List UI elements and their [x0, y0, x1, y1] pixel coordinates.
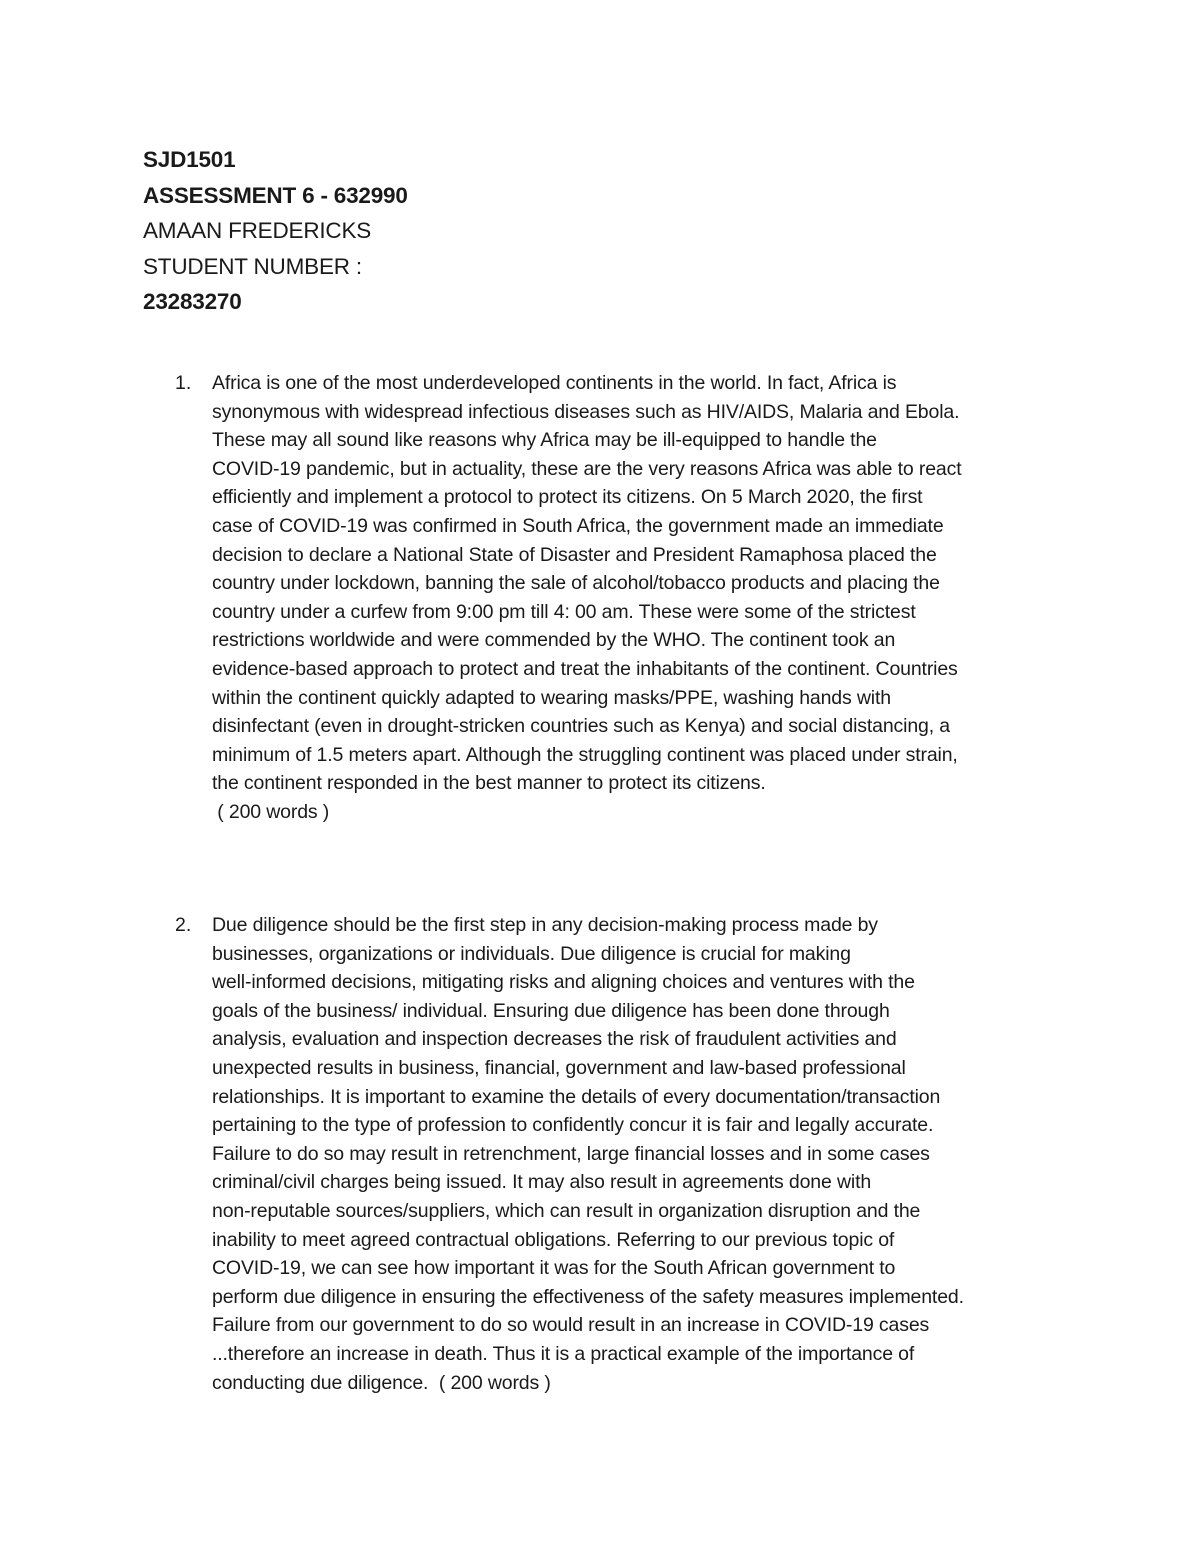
student-number-label: STUDENT NUMBER :: [143, 253, 362, 279]
text-line: COVID-19, we can see how important it was for the South African government to: [212, 1257, 896, 1280]
text-line: ...therefore an increase in death. Thus it is a practical example of the importance of: [212, 1342, 915, 1365]
text-line: the continent responded in the best manner to protect its citizens.: [212, 772, 766, 795]
text-line: decision to declare a National State of Disaster and President Ramaphosa placed the: [212, 543, 937, 566]
assessment-title: ASSESSMENT 6 - 632990: [143, 182, 408, 208]
text-line: goals of the business/ individual. Ensuring due diligence has been done through: [212, 999, 890, 1022]
text-line: Due diligence should be the first step in any decision-making process made by: [212, 914, 878, 936]
text-line: efficiently and implement a protocol to protect its citizens. On 5 March 2020, the first: [212, 486, 923, 509]
answer-text: [212, 369, 1073, 827]
text-line: These may all sound like reasons why Africa may be ill-equipped to handle the: [212, 429, 877, 452]
question-number: 1.: [175, 372, 192, 394]
text-line: within the continent quickly adapted to wearing masks/PPE, washing hands with: [212, 686, 891, 709]
word-count: ( 200 words ): [212, 800, 330, 823]
list-item: [143, 369, 1073, 827]
text-line: businesses, organizations or individuals. Due diligence is crucial for making: [212, 942, 851, 965]
document-header: [143, 142, 1043, 320]
question-1: [143, 369, 1073, 827]
text-line: restrictions worldwide and were commended by the WHO. The continent took an: [212, 629, 896, 652]
text-line: non-reputable sources/suppliers, which can result in organization disruption and the: [212, 1199, 921, 1222]
question-number: 2.: [175, 914, 192, 936]
text-line: country under lockdown, banning the sale of alcohol/tobacco products and placing the: [212, 572, 940, 595]
student-name: AMAAN FREDERICKS: [143, 218, 372, 243]
text-line: Failure to do so may result in retrenchment, large financial losses and in some cases: [212, 1142, 930, 1165]
text-line: unexpected results in business, financial, government and law-based professional: [212, 1056, 906, 1079]
list-item: [143, 911, 1073, 1397]
text-line: minimum of 1.5 meters apart. Although the struggling continent was placed under strain,: [212, 743, 958, 766]
text-line: conducting due diligence. ( 200 words ): [212, 1371, 551, 1394]
text-line: inability to meet agreed contractual obligations. Referring to our previous topic of: [212, 1228, 895, 1251]
text-line: analysis, evaluation and inspection decreases the risk of fraudulent activities and: [212, 1028, 897, 1051]
text-line: synonymous with widespread infectious diseases such as HIV/AIDS, Malaria and Ebola.: [212, 400, 960, 423]
text-line: case of COVID-19 was confirmed in South Africa, the government made an immediate: [212, 514, 944, 537]
student-number: 23283270: [143, 289, 242, 314]
text-line: well-informed decisions, mitigating risks and aligning choices and ventures with the: [212, 971, 915, 994]
text-line: Failure from our government to do so would result in an increase in COVID-19 cases: [212, 1314, 930, 1337]
question-2: [143, 911, 1073, 1397]
answer-text: [212, 911, 1073, 1397]
text-line: relationships. It is important to examine the details of every documentation/transaction: [212, 1085, 941, 1108]
text-line: COVID-19 pandemic, but in actuality, these are the very reasons Africa was able to react: [212, 457, 962, 480]
course-code: SJD1501: [143, 147, 236, 172]
text-line: Africa is one of the most underdeveloped continents in the world. In fact, Africa is: [212, 372, 897, 394]
text-line: pertaining to the type of profession to confidently concur it is fair and legally accurate.: [212, 1114, 934, 1137]
text-line: perform due diligence in ensuring the effectiveness of the safety measures implemented.: [212, 1285, 964, 1308]
text-line: country under a curfew from 9:00 pm till 4: 00 am. These were some of the strictest: [212, 600, 916, 623]
text-line: evidence-based approach to protect and treat the inhabitants of the continent. Countries: [212, 657, 958, 680]
text-line: criminal/civil charges being issued. It may also result in agreements done with: [212, 1171, 872, 1194]
text-line: disinfectant (even in drought-stricken countries such as Kenya) and social distancing, a: [212, 715, 950, 738]
